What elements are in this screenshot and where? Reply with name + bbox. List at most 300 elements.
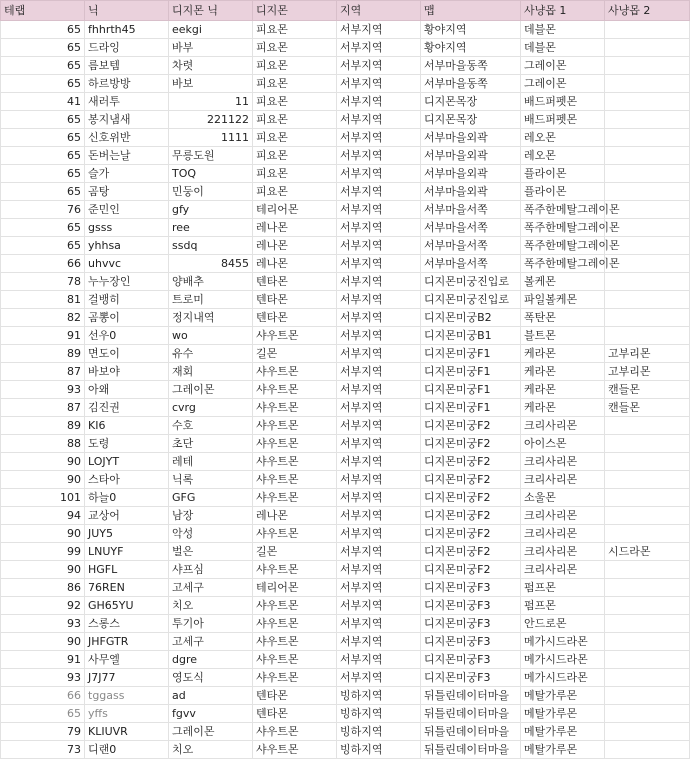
cell-digimon-nick[interactable]: GFG bbox=[169, 489, 253, 507]
cell-digimon-nick[interactable]: ssdq bbox=[169, 237, 253, 255]
cell-map[interactable]: 디지몬미궁F1 bbox=[421, 399, 521, 417]
cell-level[interactable]: 65 bbox=[1, 129, 85, 147]
cell-level[interactable]: 91 bbox=[1, 651, 85, 669]
cell-nick[interactable]: 누누장인 bbox=[85, 273, 169, 291]
cell-digimon[interactable]: 샤우트몬 bbox=[253, 669, 337, 687]
cell-mob-2[interactable] bbox=[605, 273, 690, 291]
cell-digimon-nick[interactable]: 치오 bbox=[169, 741, 253, 759]
cell-mob-2[interactable] bbox=[605, 471, 690, 489]
cell-mob-2[interactable] bbox=[605, 165, 690, 183]
cell-level[interactable]: 65 bbox=[1, 183, 85, 201]
cell-level[interactable]: 81 bbox=[1, 291, 85, 309]
cell-region[interactable]: 서부지역 bbox=[337, 435, 421, 453]
cell-mob-2[interactable] bbox=[605, 723, 690, 741]
cell-nick[interactable]: uhvvc bbox=[85, 255, 169, 273]
cell-mob-2[interactable] bbox=[605, 615, 690, 633]
cell-region[interactable]: 서부지역 bbox=[337, 273, 421, 291]
cell-level[interactable]: 94 bbox=[1, 507, 85, 525]
cell-digimon[interactable]: 샤우트몬 bbox=[253, 723, 337, 741]
cell-digimon-nick[interactable]: 그레이몬 bbox=[169, 381, 253, 399]
cell-region[interactable]: 서부지역 bbox=[337, 489, 421, 507]
cell-mob-2[interactable] bbox=[605, 435, 690, 453]
cell-mob-1[interactable]: 펌프몬 bbox=[521, 579, 605, 597]
cell-digimon[interactable]: 피요몬 bbox=[253, 147, 337, 165]
cell-level[interactable]: 89 bbox=[1, 345, 85, 363]
cell-nick[interactable]: 슬가 bbox=[85, 165, 169, 183]
cell-region[interactable]: 서부지역 bbox=[337, 219, 421, 237]
cell-digimon[interactable]: 샤우트몬 bbox=[253, 417, 337, 435]
cell-region[interactable]: 서부지역 bbox=[337, 165, 421, 183]
cell-digimon-nick[interactable]: dgre bbox=[169, 651, 253, 669]
cell-mob-1[interactable]: 크리사리몬 bbox=[521, 417, 605, 435]
cell-mob-2[interactable] bbox=[605, 507, 690, 525]
header-region[interactable]: 지역 bbox=[337, 1, 421, 21]
cell-nick[interactable]: 름보템 bbox=[85, 57, 169, 75]
cell-map[interactable]: 디지몬미궁F3 bbox=[421, 651, 521, 669]
cell-level[interactable]: 90 bbox=[1, 453, 85, 471]
cell-level[interactable]: 93 bbox=[1, 669, 85, 687]
cell-digimon[interactable]: 샤우트몬 bbox=[253, 489, 337, 507]
cell-mob-1[interactable]: 크리사리몬 bbox=[521, 543, 605, 561]
cell-digimon[interactable]: 레나몬 bbox=[253, 219, 337, 237]
cell-digimon[interactable]: 샤우트몬 bbox=[253, 633, 337, 651]
cell-level[interactable]: 99 bbox=[1, 543, 85, 561]
cell-digimon[interactable]: 피요몬 bbox=[253, 39, 337, 57]
cell-digimon-nick[interactable]: 트로미 bbox=[169, 291, 253, 309]
cell-digimon[interactable]: 길몬 bbox=[253, 345, 337, 363]
cell-digimon[interactable]: 피요몬 bbox=[253, 93, 337, 111]
cell-region[interactable]: 서부지역 bbox=[337, 57, 421, 75]
cell-level[interactable]: 90 bbox=[1, 471, 85, 489]
cell-nick[interactable]: 면도이 bbox=[85, 345, 169, 363]
cell-nick[interactable]: 드라잉 bbox=[85, 39, 169, 57]
cell-region[interactable]: 서부지역 bbox=[337, 291, 421, 309]
cell-digimon-nick[interactable]: 벌은 bbox=[169, 543, 253, 561]
cell-region[interactable]: 서부지역 bbox=[337, 93, 421, 111]
cell-mob-2[interactable] bbox=[605, 597, 690, 615]
cell-digimon[interactable]: 샤우트몬 bbox=[253, 363, 337, 381]
cell-mob-1[interactable]: 케라몬 bbox=[521, 399, 605, 417]
cell-digimon-nick[interactable]: 민둥이 bbox=[169, 183, 253, 201]
cell-level[interactable]: 86 bbox=[1, 579, 85, 597]
cell-map[interactable]: 디지몬목장 bbox=[421, 93, 521, 111]
cell-map[interactable]: 뒤틀린데이터마을 bbox=[421, 687, 521, 705]
cell-level[interactable]: 79 bbox=[1, 723, 85, 741]
cell-map[interactable]: 디지몬목장 bbox=[421, 111, 521, 129]
cell-nick[interactable]: 도령 bbox=[85, 435, 169, 453]
cell-mob-1[interactable]: 메탈가루몬 bbox=[521, 705, 605, 723]
cell-nick[interactable]: 봉지냄새 bbox=[85, 111, 169, 129]
cell-map[interactable]: 황야지역 bbox=[421, 39, 521, 57]
header-mob-1[interactable]: 사냥몹 1 bbox=[521, 1, 605, 21]
cell-digimon-nick[interactable]: 무릉도원 bbox=[169, 147, 253, 165]
cell-digimon-nick[interactable]: 1111 bbox=[169, 129, 253, 147]
cell-region[interactable]: 서부지역 bbox=[337, 633, 421, 651]
cell-digimon-nick[interactable]: 바부 bbox=[169, 39, 253, 57]
cell-digimon[interactable]: 텐타몬 bbox=[253, 291, 337, 309]
cell-level[interactable]: 65 bbox=[1, 57, 85, 75]
cell-digimon[interactable]: 피요몬 bbox=[253, 183, 337, 201]
cell-level[interactable]: 41 bbox=[1, 93, 85, 111]
cell-level[interactable]: 90 bbox=[1, 525, 85, 543]
cell-level[interactable]: 92 bbox=[1, 597, 85, 615]
cell-region[interactable]: 서부지역 bbox=[337, 507, 421, 525]
cell-map[interactable]: 디지몬미궁F2 bbox=[421, 525, 521, 543]
cell-mob-1[interactable]: 소울몬 bbox=[521, 489, 605, 507]
cell-region[interactable]: 서부지역 bbox=[337, 255, 421, 273]
cell-nick[interactable]: GH65YU bbox=[85, 597, 169, 615]
cell-mob-1[interactable]: 플라이몬 bbox=[521, 165, 605, 183]
cell-region[interactable]: 서부지역 bbox=[337, 579, 421, 597]
cell-mob-1[interactable]: 크리사리몬 bbox=[521, 561, 605, 579]
cell-mob-1[interactable]: 레오몬 bbox=[521, 147, 605, 165]
cell-mob-1[interactable]: 파일볼케몬 bbox=[521, 291, 605, 309]
cell-digimon-nick[interactable]: 영도식 bbox=[169, 669, 253, 687]
cell-level[interactable]: 65 bbox=[1, 111, 85, 129]
cell-map[interactable]: 서부마을서쪽 bbox=[421, 237, 521, 255]
cell-nick[interactable]: 바보야 bbox=[85, 363, 169, 381]
cell-digimon[interactable]: 피요몬 bbox=[253, 111, 337, 129]
cell-region[interactable]: 서부지역 bbox=[337, 543, 421, 561]
cell-mob-2[interactable] bbox=[605, 309, 690, 327]
cell-mob-2[interactable]: 고부리몬 bbox=[605, 345, 690, 363]
cell-digimon-nick[interactable]: 그레이몬 bbox=[169, 723, 253, 741]
cell-digimon[interactable]: 샤우트몬 bbox=[253, 435, 337, 453]
cell-region[interactable]: 서부지역 bbox=[337, 345, 421, 363]
cell-digimon-nick[interactable]: ree bbox=[169, 219, 253, 237]
cell-digimon-nick[interactable]: 양배추 bbox=[169, 273, 253, 291]
cell-digimon[interactable]: 샤우트몬 bbox=[253, 651, 337, 669]
cell-digimon-nick[interactable]: 수호 bbox=[169, 417, 253, 435]
cell-level[interactable]: 89 bbox=[1, 417, 85, 435]
cell-mob-1[interactable]: 케라몬 bbox=[521, 363, 605, 381]
cell-digimon[interactable]: 샤우트몬 bbox=[253, 741, 337, 759]
cell-mob-1[interactable]: 배드퍼펫몬 bbox=[521, 93, 605, 111]
cell-map[interactable]: 디지몬미궁B2 bbox=[421, 309, 521, 327]
cell-nick[interactable]: JUY5 bbox=[85, 525, 169, 543]
cell-mob-1[interactable]: 펌프몬 bbox=[521, 597, 605, 615]
cell-region[interactable]: 서부지역 bbox=[337, 327, 421, 345]
cell-digimon-nick[interactable]: 차렷 bbox=[169, 57, 253, 75]
cell-nick[interactable]: fhhrth45 bbox=[85, 21, 169, 39]
cell-map[interactable]: 디지몬미궁F3 bbox=[421, 669, 521, 687]
cell-mob-2[interactable] bbox=[605, 489, 690, 507]
cell-digimon-nick[interactable]: 악성 bbox=[169, 525, 253, 543]
cell-map[interactable]: 디지몬미궁진입로 bbox=[421, 291, 521, 309]
cell-map[interactable]: 서부마을동쪽 bbox=[421, 57, 521, 75]
cell-digimon[interactable]: 샤우트몬 bbox=[253, 399, 337, 417]
cell-region[interactable]: 서부지역 bbox=[337, 615, 421, 633]
cell-region[interactable]: 서부지역 bbox=[337, 183, 421, 201]
cell-digimon[interactable]: 샤우트몬 bbox=[253, 597, 337, 615]
cell-digimon-nick[interactable]: 남장 bbox=[169, 507, 253, 525]
cell-mob-1[interactable]: 폭주한메탈그레이몬 bbox=[521, 219, 605, 237]
cell-digimon-nick[interactable]: TOQ bbox=[169, 165, 253, 183]
cell-nick[interactable]: 선우0 bbox=[85, 327, 169, 345]
cell-digimon-nick[interactable]: 바보 bbox=[169, 75, 253, 93]
cell-nick[interactable]: 김진권 bbox=[85, 399, 169, 417]
cell-map[interactable]: 디지몬미궁F2 bbox=[421, 489, 521, 507]
cell-digimon[interactable]: 샤우트몬 bbox=[253, 381, 337, 399]
cell-mob-1[interactable]: 크리사리몬 bbox=[521, 507, 605, 525]
cell-mob-2[interactable] bbox=[605, 453, 690, 471]
cell-mob-2[interactable] bbox=[605, 93, 690, 111]
cell-digimon[interactable]: 피요몬 bbox=[253, 129, 337, 147]
cell-map[interactable]: 황야지역 bbox=[421, 21, 521, 39]
cell-nick[interactable]: 사무엘 bbox=[85, 651, 169, 669]
cell-level[interactable]: 66 bbox=[1, 687, 85, 705]
cell-mob-2[interactable] bbox=[605, 183, 690, 201]
cell-nick[interactable]: 돈버는날 bbox=[85, 147, 169, 165]
cell-region[interactable]: 서부지역 bbox=[337, 561, 421, 579]
cell-digimon[interactable]: 샤우트몬 bbox=[253, 525, 337, 543]
cell-mob-1[interactable]: 플라이몬 bbox=[521, 183, 605, 201]
cell-region[interactable]: 서부지역 bbox=[337, 399, 421, 417]
cell-digimon[interactable]: 텐타몬 bbox=[253, 273, 337, 291]
cell-region[interactable]: 서부지역 bbox=[337, 111, 421, 129]
cell-region[interactable]: 서부지역 bbox=[337, 453, 421, 471]
header-level[interactable]: 테랩 bbox=[1, 1, 85, 21]
cell-digimon[interactable]: 피요몬 bbox=[253, 75, 337, 93]
cell-region[interactable]: 서부지역 bbox=[337, 525, 421, 543]
cell-level[interactable]: 93 bbox=[1, 615, 85, 633]
cell-region[interactable]: 서부지역 bbox=[337, 129, 421, 147]
cell-digimon-nick[interactable]: eekgi bbox=[169, 21, 253, 39]
cell-region[interactable]: 서부지역 bbox=[337, 417, 421, 435]
cell-digimon-nick[interactable]: 초단 bbox=[169, 435, 253, 453]
cell-mob-1[interactable]: 폭탄몬 bbox=[521, 309, 605, 327]
cell-digimon-nick[interactable]: fgvv bbox=[169, 705, 253, 723]
cell-level[interactable]: 65 bbox=[1, 21, 85, 39]
cell-region[interactable]: 서부지역 bbox=[337, 237, 421, 255]
cell-nick[interactable]: 스롱스 bbox=[85, 615, 169, 633]
cell-digimon-nick[interactable]: 유수 bbox=[169, 345, 253, 363]
cell-mob-2[interactable] bbox=[605, 129, 690, 147]
cell-level[interactable]: 65 bbox=[1, 237, 85, 255]
cell-digimon[interactable]: 텐타몬 bbox=[253, 687, 337, 705]
cell-mob-2[interactable]: 캔들몬 bbox=[605, 381, 690, 399]
cell-nick[interactable]: 걸뱅히 bbox=[85, 291, 169, 309]
cell-mob-2[interactable] bbox=[605, 579, 690, 597]
cell-level[interactable]: 93 bbox=[1, 381, 85, 399]
cell-map[interactable]: 디지몬미궁F2 bbox=[421, 435, 521, 453]
cell-digimon-nick[interactable]: 샤프심 bbox=[169, 561, 253, 579]
cell-map[interactable]: 서부마을외곽 bbox=[421, 147, 521, 165]
cell-nick[interactable]: yffs bbox=[85, 705, 169, 723]
cell-mob-1[interactable]: 폭주한메탈그레이몬 bbox=[521, 237, 605, 255]
header-nick[interactable]: 닉 bbox=[85, 1, 169, 21]
cell-digimon[interactable]: 샤우트몬 bbox=[253, 561, 337, 579]
cell-region[interactable]: 빙하지역 bbox=[337, 723, 421, 741]
cell-mob-2[interactable] bbox=[605, 525, 690, 543]
cell-map[interactable]: 뒤틀린데이터마을 bbox=[421, 723, 521, 741]
cell-digimon[interactable]: 텐타몬 bbox=[253, 309, 337, 327]
cell-mob-2[interactable] bbox=[605, 669, 690, 687]
cell-level[interactable]: 65 bbox=[1, 39, 85, 57]
cell-digimon[interactable]: 샤우트몬 bbox=[253, 327, 337, 345]
cell-digimon[interactable]: 길몬 bbox=[253, 543, 337, 561]
cell-map[interactable]: 디지몬미궁F3 bbox=[421, 579, 521, 597]
cell-digimon[interactable]: 테리어몬 bbox=[253, 579, 337, 597]
cell-digimon-nick[interactable]: 8455 bbox=[169, 255, 253, 273]
cell-nick[interactable]: J7J77 bbox=[85, 669, 169, 687]
cell-map[interactable]: 서부마을동쪽 bbox=[421, 75, 521, 93]
cell-mob-2[interactable]: 시드라몬 bbox=[605, 543, 690, 561]
cell-level[interactable]: 88 bbox=[1, 435, 85, 453]
cell-nick[interactable]: HGFL bbox=[85, 561, 169, 579]
cell-mob-2[interactable] bbox=[605, 291, 690, 309]
header-map[interactable]: 맵 bbox=[421, 1, 521, 21]
cell-mob-1[interactable]: 폭주한메탈그레이몬 bbox=[521, 201, 605, 219]
cell-digimon[interactable]: 테리어몬 bbox=[253, 201, 337, 219]
cell-mob-1[interactable]: 안드로몬 bbox=[521, 615, 605, 633]
cell-map[interactable]: 디지몬미궁F1 bbox=[421, 345, 521, 363]
cell-level[interactable]: 65 bbox=[1, 75, 85, 93]
cell-region[interactable]: 서부지역 bbox=[337, 363, 421, 381]
cell-mob-2[interactable] bbox=[605, 75, 690, 93]
cell-nick[interactable]: LOJYT bbox=[85, 453, 169, 471]
cell-map[interactable]: 디지몬미궁F2 bbox=[421, 471, 521, 489]
cell-mob-2[interactable] bbox=[605, 327, 690, 345]
cell-nick[interactable]: gsss bbox=[85, 219, 169, 237]
cell-nick[interactable]: 하르방방 bbox=[85, 75, 169, 93]
cell-map[interactable]: 디지몬미궁F2 bbox=[421, 453, 521, 471]
cell-region[interactable]: 서부지역 bbox=[337, 147, 421, 165]
cell-region[interactable]: 서부지역 bbox=[337, 201, 421, 219]
cell-digimon-nick[interactable]: 221122 bbox=[169, 111, 253, 129]
cell-mob-1[interactable]: 배드퍼펫몬 bbox=[521, 111, 605, 129]
cell-region[interactable]: 서부지역 bbox=[337, 381, 421, 399]
cell-mob-2[interactable] bbox=[605, 21, 690, 39]
cell-mob-1[interactable]: 데블몬 bbox=[521, 39, 605, 57]
cell-map[interactable]: 서부마을외곽 bbox=[421, 183, 521, 201]
cell-digimon-nick[interactable]: wo bbox=[169, 327, 253, 345]
cell-nick[interactable]: 스타아 bbox=[85, 471, 169, 489]
cell-nick[interactable]: 아왜 bbox=[85, 381, 169, 399]
cell-nick[interactable]: yhhsa bbox=[85, 237, 169, 255]
cell-nick[interactable]: 디랜0 bbox=[85, 741, 169, 759]
cell-level[interactable]: 78 bbox=[1, 273, 85, 291]
cell-nick[interactable]: JHFGTR bbox=[85, 633, 169, 651]
header-mob-2[interactable]: 사냥몹 2 bbox=[605, 1, 690, 21]
cell-region[interactable]: 서부지역 bbox=[337, 669, 421, 687]
cell-digimon-nick[interactable]: 투기아 bbox=[169, 615, 253, 633]
cell-mob-1[interactable]: 아이스몬 bbox=[521, 435, 605, 453]
cell-region[interactable]: 서부지역 bbox=[337, 75, 421, 93]
cell-mob-1[interactable]: 케라몬 bbox=[521, 381, 605, 399]
cell-mob-2[interactable] bbox=[605, 417, 690, 435]
cell-mob-1[interactable]: 볼케몬 bbox=[521, 273, 605, 291]
cell-mob-1[interactable]: 메탈가루몬 bbox=[521, 687, 605, 705]
cell-region[interactable]: 서부지역 bbox=[337, 21, 421, 39]
cell-mob-1[interactable]: 크리사리몬 bbox=[521, 525, 605, 543]
cell-nick[interactable]: 곰뽕이 bbox=[85, 309, 169, 327]
cell-mob-1[interactable]: 그레이몬 bbox=[521, 57, 605, 75]
cell-level[interactable]: 101 bbox=[1, 489, 85, 507]
cell-map[interactable]: 서부마을서쪽 bbox=[421, 201, 521, 219]
cell-mob-2[interactable] bbox=[605, 705, 690, 723]
cell-mob-1[interactable]: 메가시드라몬 bbox=[521, 669, 605, 687]
cell-digimon[interactable]: 피요몬 bbox=[253, 21, 337, 39]
cell-mob-1[interactable]: 메가시드라몬 bbox=[521, 651, 605, 669]
cell-mob-2[interactable]: 캔들몬 bbox=[605, 399, 690, 417]
cell-mob-1[interactable]: 블트몬 bbox=[521, 327, 605, 345]
cell-map[interactable]: 디지몬미궁F3 bbox=[421, 615, 521, 633]
cell-map[interactable]: 디지몬미궁F2 bbox=[421, 561, 521, 579]
cell-map[interactable]: 뒤틀린데이터마을 bbox=[421, 705, 521, 723]
cell-digimon-nick[interactable]: 닉록 bbox=[169, 471, 253, 489]
cell-nick[interactable]: 곰탕 bbox=[85, 183, 169, 201]
cell-mob-2[interactable] bbox=[605, 741, 690, 759]
cell-digimon[interactable]: 샤우트몬 bbox=[253, 453, 337, 471]
cell-mob-2[interactable] bbox=[605, 111, 690, 129]
cell-mob-2[interactable] bbox=[605, 561, 690, 579]
cell-mob-2[interactable] bbox=[605, 651, 690, 669]
cell-digimon-nick[interactable]: 고세구 bbox=[169, 579, 253, 597]
cell-map[interactable]: 서부마을서쪽 bbox=[421, 255, 521, 273]
cell-digimon[interactable]: 텐타몬 bbox=[253, 705, 337, 723]
cell-level[interactable]: 73 bbox=[1, 741, 85, 759]
cell-digimon[interactable]: 레나몬 bbox=[253, 255, 337, 273]
cell-mob-1[interactable]: 폭주한메탈그레이몬 bbox=[521, 255, 605, 273]
cell-mob-2[interactable] bbox=[605, 633, 690, 651]
cell-map[interactable]: 디지몬미궁진입로 bbox=[421, 273, 521, 291]
cell-region[interactable]: 서부지역 bbox=[337, 651, 421, 669]
cell-digimon-nick[interactable]: 고세구 bbox=[169, 633, 253, 651]
cell-mob-2[interactable] bbox=[605, 39, 690, 57]
cell-digimon-nick[interactable]: 재회 bbox=[169, 363, 253, 381]
cell-mob-2[interactable]: 고부리몬 bbox=[605, 363, 690, 381]
cell-mob-1[interactable]: 케라몬 bbox=[521, 345, 605, 363]
cell-nick[interactable]: tggass bbox=[85, 687, 169, 705]
cell-digimon-nick[interactable]: cvrg bbox=[169, 399, 253, 417]
cell-nick[interactable]: 준민인 bbox=[85, 201, 169, 219]
cell-level[interactable]: 90 bbox=[1, 633, 85, 651]
cell-mob-1[interactable]: 메탈가루몬 bbox=[521, 741, 605, 759]
cell-map[interactable]: 서부마을외곽 bbox=[421, 165, 521, 183]
cell-level[interactable]: 91 bbox=[1, 327, 85, 345]
cell-digimon-nick[interactable]: 치오 bbox=[169, 597, 253, 615]
cell-region[interactable]: 빙하지역 bbox=[337, 687, 421, 705]
cell-mob-1[interactable]: 그레이몬 bbox=[521, 75, 605, 93]
header-digimon-nick[interactable]: 디지몬 닉 bbox=[169, 1, 253, 21]
cell-mob-1[interactable]: 메탈가루몬 bbox=[521, 723, 605, 741]
cell-region[interactable]: 빙하지역 bbox=[337, 741, 421, 759]
cell-region[interactable]: 빙하지역 bbox=[337, 705, 421, 723]
cell-region[interactable]: 서부지역 bbox=[337, 39, 421, 57]
cell-digimon[interactable]: 샤우트몬 bbox=[253, 471, 337, 489]
cell-map[interactable]: 디지몬미궁F2 bbox=[421, 507, 521, 525]
cell-nick[interactable]: 하늘0 bbox=[85, 489, 169, 507]
cell-map[interactable]: 디지몬미궁F1 bbox=[421, 381, 521, 399]
cell-digimon-nick[interactable]: gfy bbox=[169, 201, 253, 219]
cell-mob-2[interactable] bbox=[605, 147, 690, 165]
cell-level[interactable]: 66 bbox=[1, 255, 85, 273]
cell-map[interactable]: 서부마을외곽 bbox=[421, 129, 521, 147]
cell-mob-2[interactable] bbox=[605, 687, 690, 705]
cell-digimon[interactable]: 레나몬 bbox=[253, 237, 337, 255]
cell-map[interactable]: 뒤틀린데이터마을 bbox=[421, 741, 521, 759]
cell-region[interactable]: 서부지역 bbox=[337, 309, 421, 327]
cell-level[interactable]: 76 bbox=[1, 201, 85, 219]
cell-nick[interactable]: KI6 bbox=[85, 417, 169, 435]
cell-level[interactable]: 87 bbox=[1, 363, 85, 381]
cell-nick[interactable]: 76REN bbox=[85, 579, 169, 597]
cell-mob-1[interactable]: 데블몬 bbox=[521, 21, 605, 39]
header-digimon[interactable]: 디지몬 bbox=[253, 1, 337, 21]
cell-digimon-nick[interactable]: 레테 bbox=[169, 453, 253, 471]
cell-mob-2[interactable] bbox=[605, 57, 690, 75]
